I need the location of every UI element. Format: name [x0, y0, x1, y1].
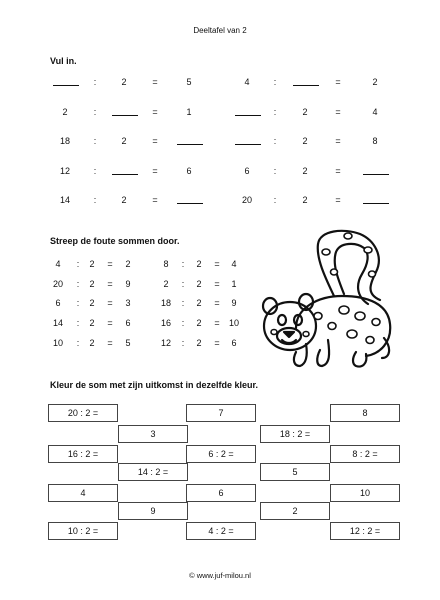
left-divisor: 2 — [89, 298, 95, 308]
right-answer-blank[interactable] — [363, 195, 389, 204]
left-equals-sign: = — [152, 77, 158, 87]
answer-box[interactable]: 3 — [118, 425, 188, 443]
left-number: 14 — [59, 195, 70, 205]
left-divisor: 2 — [89, 338, 95, 348]
right-equals-sign: = — [335, 77, 341, 87]
left-number: 2 — [121, 136, 127, 146]
right-dividend: 8 — [163, 259, 169, 269]
right-divide-sign: : — [273, 107, 277, 117]
sum-box[interactable]: 14 : 2 = — [118, 463, 188, 481]
section-heading-cross-out: Streep de foute sommen door. — [50, 236, 180, 246]
right-answer-blank[interactable] — [235, 136, 261, 145]
left-number: 18 — [59, 136, 70, 146]
right-result: 9 — [231, 298, 237, 308]
left-divide-sign: : — [76, 279, 80, 289]
right-answer-blank[interactable] — [363, 166, 389, 175]
right-dividend: 18 — [160, 298, 171, 308]
left-divisor: 2 — [89, 279, 95, 289]
right-result: 10 — [228, 318, 239, 328]
right-number: 20 — [241, 195, 252, 205]
leopard-cartoon-icon — [256, 224, 416, 384]
left-answer-blank[interactable] — [177, 195, 203, 204]
right-divisor: 2 — [196, 338, 202, 348]
left-equals-sign: = — [152, 195, 158, 205]
left-result: 6 — [125, 318, 131, 328]
right-number: 2 — [302, 107, 308, 117]
right-number: 2 — [372, 77, 378, 87]
left-divisor: 2 — [89, 318, 95, 328]
left-answer-blank[interactable] — [112, 107, 138, 116]
right-divisor: 2 — [196, 318, 202, 328]
left-dividend: 6 — [55, 298, 61, 308]
left-number: 2 — [121, 77, 127, 87]
answer-box[interactable]: 2 — [260, 502, 330, 520]
right-dividend: 12 — [160, 338, 171, 348]
right-dividend: 16 — [160, 318, 171, 328]
answer-box[interactable]: 8 — [330, 404, 400, 422]
left-divide-sign: : — [93, 77, 97, 87]
right-number: 2 — [302, 136, 308, 146]
right-result: 6 — [231, 338, 237, 348]
right-divide-sign: : — [181, 318, 185, 328]
left-equals-sign: = — [107, 259, 113, 269]
left-answer-blank[interactable] — [112, 166, 138, 175]
left-equals-sign: = — [152, 107, 158, 117]
answer-box[interactable]: 6 — [186, 484, 256, 502]
right-equals-sign: = — [335, 136, 341, 146]
left-equals-sign: = — [152, 136, 158, 146]
answer-box[interactable]: 4 — [48, 484, 118, 502]
right-divide-sign: : — [181, 279, 185, 289]
answer-box[interactable]: 7 — [186, 404, 256, 422]
left-result: 2 — [125, 259, 131, 269]
answer-box[interactable]: 10 — [330, 484, 400, 502]
left-equals-sign: = — [107, 279, 113, 289]
section-heading-fill-in: Vul in. — [50, 56, 77, 66]
left-result: 9 — [125, 279, 131, 289]
right-equals-sign: = — [214, 318, 220, 328]
right-answer-blank[interactable] — [235, 107, 261, 116]
sum-box[interactable]: 10 : 2 = — [48, 522, 118, 540]
right-number: 4 — [372, 107, 378, 117]
left-dividend: 20 — [52, 279, 63, 289]
left-divisor: 2 — [89, 259, 95, 269]
section-heading-color-match: Kleur de som met zijn uitkomst in dezelfde kleur. — [50, 380, 259, 390]
footer-copyright: © www.juf-milou.nl — [189, 571, 251, 580]
sum-box[interactable]: 12 : 2 = — [330, 522, 400, 540]
left-answer-blank[interactable] — [177, 136, 203, 145]
left-divide-sign: : — [93, 107, 97, 117]
right-divisor: 2 — [196, 298, 202, 308]
left-dividend: 4 — [55, 259, 61, 269]
left-number: 2 — [121, 195, 127, 205]
right-number: 8 — [372, 136, 378, 146]
sum-box[interactable]: 4 : 2 = — [186, 522, 256, 540]
left-number: 2 — [62, 107, 68, 117]
right-equals-sign: = — [214, 338, 220, 348]
sum-box[interactable]: 20 : 2 = — [48, 404, 118, 422]
right-divide-sign: : — [273, 166, 277, 176]
left-equals-sign: = — [152, 166, 158, 176]
page-title: Deeltafel van 2 — [193, 26, 247, 35]
right-number: 2 — [302, 195, 308, 205]
left-divide-sign: : — [93, 136, 97, 146]
left-number: 5 — [186, 77, 192, 87]
right-answer-blank[interactable] — [293, 77, 319, 86]
left-divide-sign: : — [76, 338, 80, 348]
right-equals-sign: = — [214, 279, 220, 289]
left-divide-sign: : — [76, 298, 80, 308]
sum-box[interactable]: 18 : 2 = — [260, 425, 330, 443]
sum-box[interactable]: 8 : 2 = — [330, 445, 400, 463]
sum-box[interactable]: 16 : 2 = — [48, 445, 118, 463]
left-divide-sign: : — [76, 318, 80, 328]
right-divide-sign: : — [273, 77, 277, 87]
left-divide-sign: : — [93, 195, 97, 205]
sum-box[interactable]: 6 : 2 = — [186, 445, 256, 463]
right-divisor: 2 — [196, 279, 202, 289]
right-number: 4 — [244, 77, 250, 87]
right-divide-sign: : — [181, 298, 185, 308]
left-equals-sign: = — [107, 298, 113, 308]
right-dividend: 2 — [163, 279, 169, 289]
left-dividend: 10 — [52, 338, 63, 348]
left-number: 6 — [186, 166, 192, 176]
right-equals-sign: = — [214, 259, 220, 269]
left-number: 12 — [59, 166, 70, 176]
left-dividend: 14 — [52, 318, 63, 328]
right-number: 6 — [244, 166, 250, 176]
right-divisor: 2 — [196, 259, 202, 269]
right-divide-sign: : — [181, 338, 185, 348]
left-equals-sign: = — [107, 318, 113, 328]
left-divide-sign: : — [93, 166, 97, 176]
right-equals-sign: = — [335, 166, 341, 176]
left-divide-sign: : — [76, 259, 80, 269]
left-result: 3 — [125, 298, 131, 308]
right-divide-sign: : — [273, 195, 277, 205]
right-equals-sign: = — [214, 298, 220, 308]
right-number: 2 — [302, 166, 308, 176]
answer-box[interactable]: 9 — [118, 502, 188, 520]
left-equals-sign: = — [107, 338, 113, 348]
right-equals-sign: = — [335, 195, 341, 205]
left-result: 5 — [125, 338, 131, 348]
right-divide-sign: : — [273, 136, 277, 146]
left-answer-blank[interactable] — [53, 77, 79, 86]
right-result: 4 — [231, 259, 237, 269]
answer-box[interactable]: 5 — [260, 463, 330, 481]
right-result: 1 — [231, 279, 237, 289]
right-equals-sign: = — [335, 107, 341, 117]
left-number: 1 — [186, 107, 192, 117]
right-divide-sign: : — [181, 259, 185, 269]
